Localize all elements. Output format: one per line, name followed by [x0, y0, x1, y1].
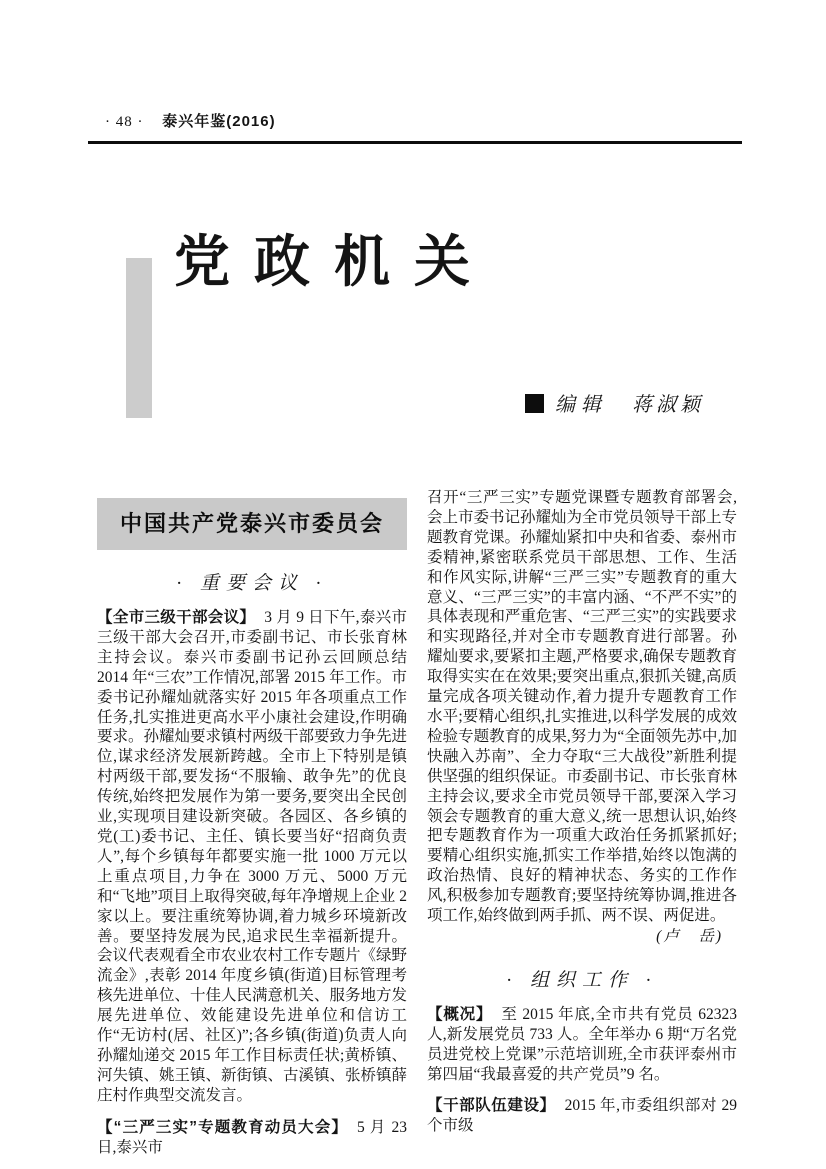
chapter-title: 党政机关: [174, 232, 494, 294]
left-column: [97, 488, 407, 1157]
editor-label: 编辑: [555, 394, 607, 416]
org-heading-box: 中国共产党泰兴市委员会: [97, 498, 407, 550]
entry-title: 【“三严三实”专题教育动员大会】: [97, 1118, 349, 1136]
entry-cadre-meeting: [97, 608, 407, 1106]
entry-body: 5 月 23 日,泰兴市: [97, 1118, 407, 1156]
book-title: 泰兴年鉴(2016): [162, 113, 276, 130]
header-rule: [88, 141, 742, 144]
author-attribution: (卢 岳): [656, 927, 723, 945]
body-columns: [97, 488, 737, 1157]
section-heading-important-meetings: · 重要会议 ·: [176, 573, 328, 594]
chapter-accent-bar: [126, 258, 152, 418]
editor-square-icon: [525, 394, 544, 413]
entry-title: 【干部队伍建设】: [427, 1097, 556, 1115]
continuation-paragraph: [427, 488, 737, 926]
entry-body: 3 月 9 日下午,泰兴市三级干部大会召开,市委副书记、市长张育林主持会议。泰兴市委副书记孙云回顾总结 2014 年“三农”工作情况,部署 2015 年工作。市委书记孙耀灿就落实好 2015 年各项重点工作任务,扎实推进更高水平小康社会建设,作明确要求。孙耀灿要求镇村两级干部要致力争先进位,谋求经济发展新跨越。全市上下特别是镇村两级干部,要发扬“不服输、敢争先”的优良传统,始终把发展作为第一要务,要突出全民创业,实现项目建设新突破。各园区、各乡镇的党(工)委书记、主任、镇长要当好“招商负责人”,每个乡镇每年都要实施一批 1000 万元以上重点项目,力争在 3000 万元、5000 万元和“飞地”项目上取得突破,每年净增规上企业 2 家以上。要注重统筹协调,着力城乡环境新改善。要坚持发展为民,追求民生幸福新提升。会议代表观看全市农业农村工作专题片《绿野流金》,表彰 2014 年度乡镇(街道)目标管理考核先进单位、十佳人民满意机关、服务地方发展先进单位、效能建设先进单位和信访工作“无访村(居、社区)”;各乡镇(街道)负责人向孙耀灿递交 2015 年工作目标责任状;黄桥镇、河失镇、姚王镇、新街镇、古溪镇、张桥镇薛庄村作典型交流发言。: [97, 609, 408, 1104]
entry-cadre-team-building: [427, 1096, 737, 1136]
entry-overview: [427, 1005, 737, 1085]
entry-body: 召开“三严三实”专题党课暨专题教育部署会,会上市委书记孙耀灿为全市党员领导干部上专题教育党课。孙耀灿紧扣中央和省委、泰州市委精神,紧密联系党员干部思想、工作、生活和作风实际,讲解“三严三实”专题教育的重大意义、“三严三实”的丰富内涵、“不严不实”的具体表现和严重危害、“三严三实”的实践要求和实现路径,并对全市专题教育进行部署。孙耀灿要求,要紧扣主题,严格要求,确保专题教育取得实实在在效果;要突出重点,狠抓关键,高质量完成各项关键动作,着力提升专题教育工作水平;要精心组织,扎实推进,以科学发展的成效检验专题教育的成果,努力为“全面领先苏中,加快融入苏南”、全力夺取“三大战役”新胜利提供坚强的组织保证。市委副书记、市长张育林主持会议,要求全市党员领导干部,要深入学习领会专题教育的重大意义,统一思想认识,始终把专题教育作为一项重大政治任务抓紧抓好;要精心组织实施,抓实工作举措,始终以饱满的政治热情、良好的精神状态、务实的工作作风,积极参加专题教育;要坚持统筹协调,推进各项工作,始终做到两手抓、两不误、两促进。: [427, 489, 738, 925]
right-column: [427, 488, 737, 1136]
editor-name: 蒋淑颖: [632, 394, 704, 416]
entry-body: 2015 年,市委组织部对 29 个市级: [427, 1097, 737, 1135]
section-heading-organization-work: · 组织工作 ·: [506, 969, 658, 991]
entry-title: 【概况】: [427, 1005, 493, 1023]
editor-line: [525, 388, 704, 417]
page-number: · 48 ·: [105, 114, 144, 130]
running-header: [105, 110, 276, 131]
entry-title: 【全市三级干部会议】: [97, 609, 256, 626]
entry-mobilization-meeting: [97, 1118, 407, 1158]
entry-body: 至 2015 年底,全市共有党员 62323 人,新发展党员 733 人。全年举办 6 期“万名党员进党校上党课”示范培训班,全市获评泰州市第四届“我最喜爱的共产党员”9 名。: [427, 1005, 737, 1083]
